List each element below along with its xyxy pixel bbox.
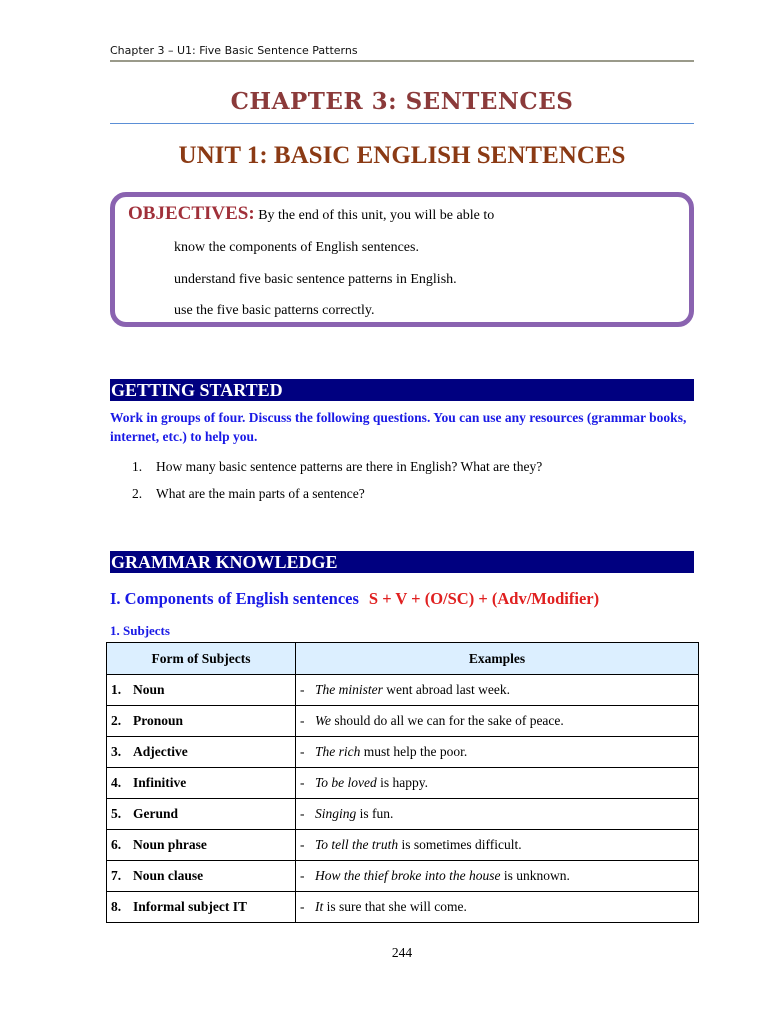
objective-item: use the five basic patterns correctly. [174, 303, 375, 318]
table-row [107, 799, 699, 830]
question-text: What are the main parts of a sentence? [156, 486, 365, 501]
table-row [107, 830, 699, 861]
example-dash: - [300, 837, 305, 852]
objectives-intro: By the end of this unit, you will be able to [258, 208, 495, 223]
chapter-title: CHAPTER 3: SENTENCES [230, 88, 574, 115]
table-header-row [107, 643, 699, 675]
objectives-box [110, 192, 694, 327]
components-heading [110, 589, 599, 609]
example-subject: To be loved [315, 775, 377, 790]
example-subject: The minister [315, 682, 383, 697]
getting-started-heading: GETTING STARTED [110, 379, 694, 401]
example-cell [296, 799, 699, 830]
example-rest: is happy. [376, 775, 428, 790]
question-item [132, 486, 365, 502]
subject-form-cell [107, 675, 296, 706]
components-heading-text: I. Components of English sentences [110, 589, 359, 608]
subject-form-cell [107, 799, 296, 830]
subject-form: Informal subject IT [133, 899, 247, 914]
example-rest: is sometimes difficult. [398, 837, 522, 852]
example-cell [296, 675, 699, 706]
row-number: 4. [111, 775, 122, 790]
row-number: 1. [111, 682, 122, 697]
table-row [107, 737, 699, 768]
example-dash: - [300, 744, 305, 759]
subject-form-cell [107, 706, 296, 737]
page-number: 244 [391, 945, 413, 960]
subject-form-cell [107, 892, 296, 923]
table-row [107, 768, 699, 799]
grammar-knowledge-heading: GRAMMAR KNOWLEDGE [110, 551, 694, 573]
subject-form: Pronoun [133, 713, 184, 728]
example-rest: must help the poor. [360, 744, 468, 759]
subject-form: Noun [133, 682, 165, 697]
row-number: 6. [111, 837, 122, 852]
column-header-examples: Examples [296, 643, 699, 675]
example-subject: We [315, 713, 331, 728]
column-header-form: Form of Subjects [107, 643, 296, 675]
example-dash: - [300, 806, 305, 821]
example-subject: To tell the truth [315, 837, 399, 852]
example-subject: How the thief broke into the house [315, 868, 501, 883]
example-rest: is fun. [356, 806, 394, 821]
question-text: How many basic sentence patterns are there in English? What are they? [156, 459, 543, 474]
objective-item: understand five basic sentence patterns in English. [174, 272, 457, 287]
table-row [107, 706, 699, 737]
question-number: 1. [132, 459, 143, 474]
objectives-label: OBJECTIVES: [128, 203, 255, 224]
example-cell [296, 706, 699, 737]
row-number: 2. [111, 713, 122, 728]
subjects-heading: 1. Subjects [110, 623, 170, 638]
example-dash: - [300, 713, 305, 728]
example-rest: should do all we can for the sake of peace. [331, 713, 564, 728]
row-number: 3. [111, 744, 122, 759]
example-cell [296, 768, 699, 799]
objective-item: know the components of English sentences. [174, 240, 419, 255]
example-cell [296, 737, 699, 768]
table-row [107, 892, 699, 923]
example-rest: is unknown. [500, 868, 570, 883]
example-subject: The rich [315, 744, 361, 759]
example-dash: - [300, 775, 305, 790]
row-number: 7. [111, 868, 122, 883]
subject-form: Noun phrase [133, 837, 207, 852]
subject-form: Noun clause [133, 868, 204, 883]
example-dash: - [300, 899, 305, 914]
question-item [132, 459, 542, 475]
example-subject: Singing [315, 806, 357, 821]
subject-form: Infinitive [133, 775, 187, 790]
objectives-header [128, 203, 494, 225]
row-number: 5. [111, 806, 122, 821]
example-dash: - [300, 682, 305, 697]
table-row [107, 861, 699, 892]
subject-form-cell [107, 861, 296, 892]
subject-form-cell [107, 737, 296, 768]
header-rule [110, 60, 694, 62]
subject-form: Adjective [133, 744, 188, 759]
unit-title: UNIT 1: BASIC ENGLISH SENTENCES [178, 142, 626, 169]
table-row [107, 675, 699, 706]
row-number: 8. [111, 899, 122, 914]
subjects-table [106, 642, 699, 923]
sentence-formula: S + V + (O/SC) + (Adv/Modifier) [368, 589, 600, 608]
getting-started-instruction: Work in groups of four. Discuss the following questions. You can use any resources (grammar books, internet, etc.) to help you. [110, 410, 687, 444]
subject-form-cell [107, 768, 296, 799]
example-rest: is sure that she will come. [323, 899, 467, 914]
example-rest: went abroad last week. [382, 682, 510, 697]
subject-form: Gerund [133, 806, 179, 821]
chapter-rule [110, 123, 694, 124]
example-cell [296, 830, 699, 861]
example-subject: It [315, 899, 324, 914]
example-dash: - [300, 868, 305, 883]
subject-form-cell [107, 830, 296, 861]
running-header: Chapter 3 – U1: Five Basic Sentence Patterns [110, 44, 358, 57]
subjects-table-body [107, 675, 699, 923]
question-number: 2. [132, 486, 143, 501]
example-cell [296, 861, 699, 892]
example-cell [296, 892, 699, 923]
